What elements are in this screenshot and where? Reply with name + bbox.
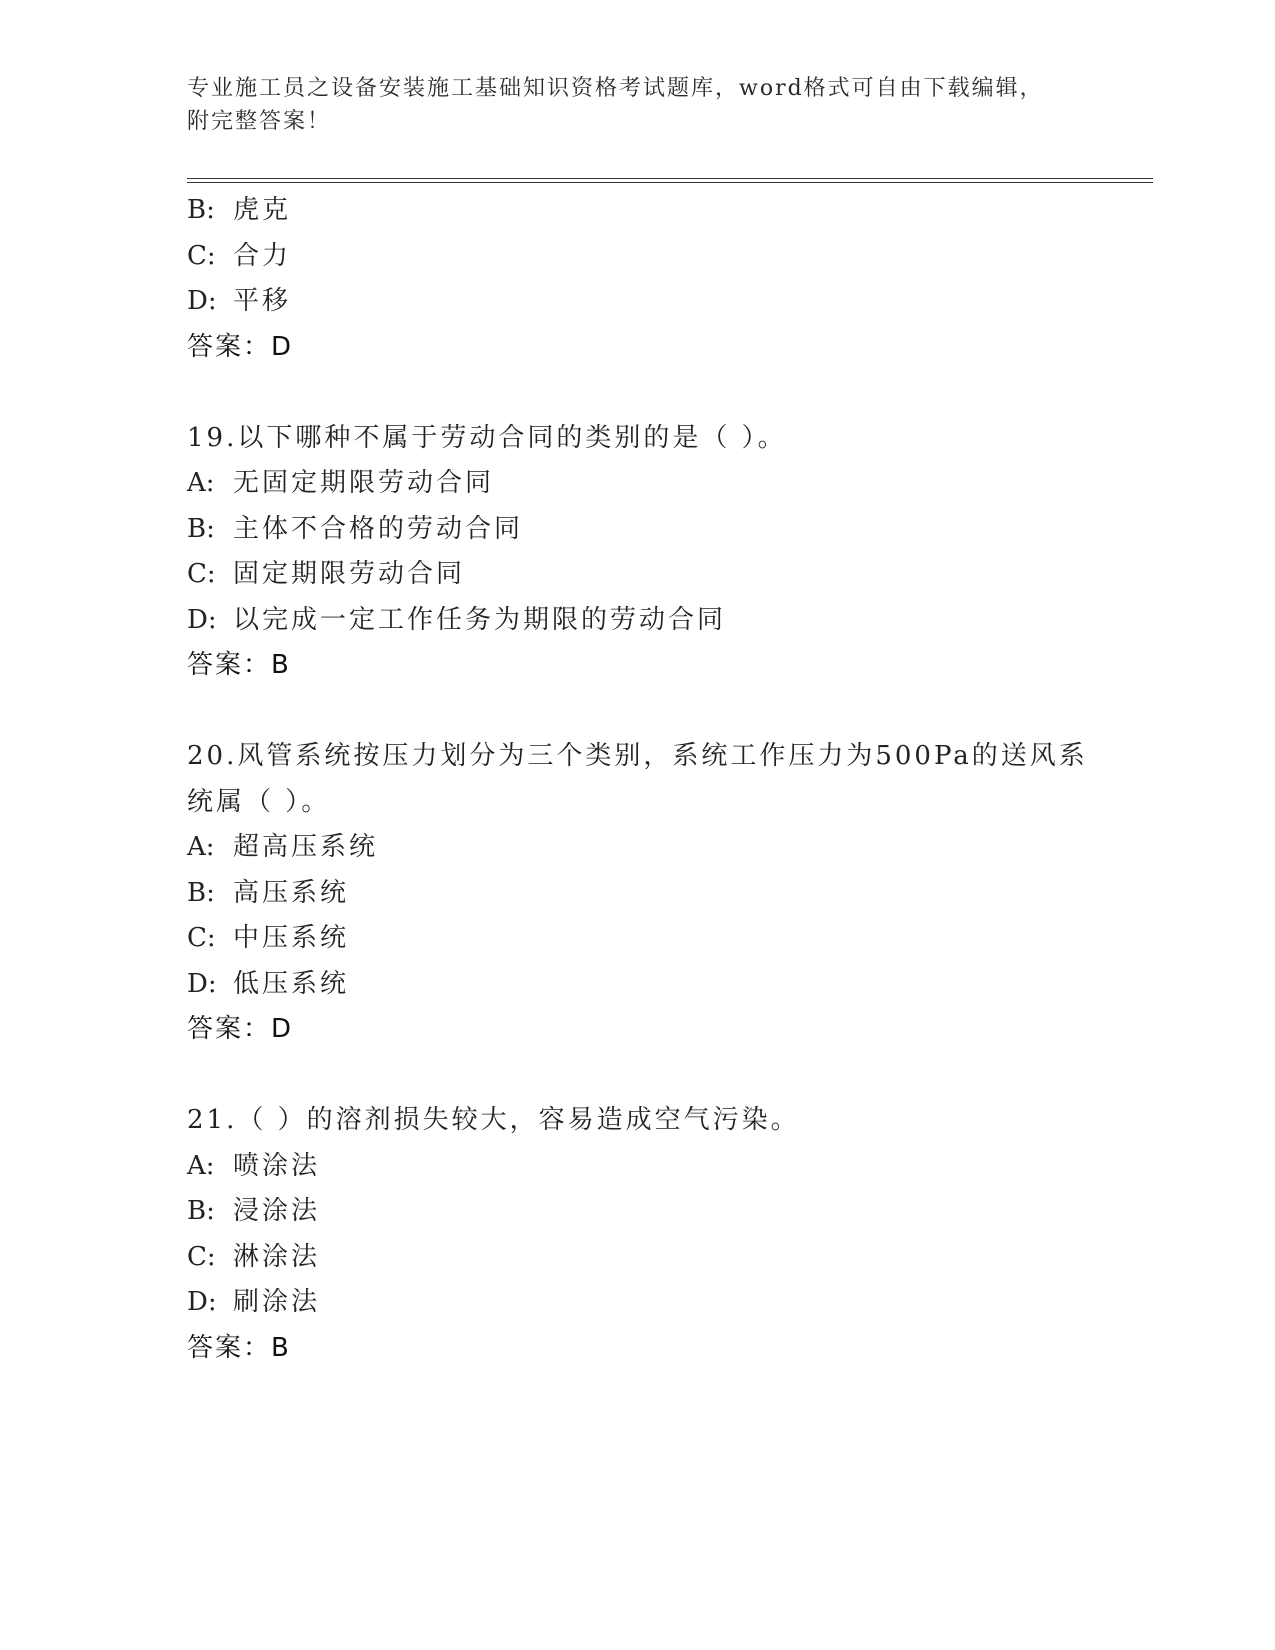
spacer — [187, 1053, 1087, 1099]
question-stem-line-2: 统属（ ）。 — [187, 786, 331, 817]
option-key: C: — [187, 923, 216, 953]
option-key: B: — [187, 513, 215, 544]
option-key: D: — [187, 1287, 217, 1317]
option-b — [187, 1189, 1087, 1235]
option-key: A: — [187, 1150, 215, 1181]
option-text: 喷涂法 — [233, 1150, 321, 1181]
option-text: 主体不合格的劳动合同 — [233, 513, 524, 544]
option-text: 超高压系统 — [233, 832, 379, 862]
header-divider — [187, 178, 1153, 183]
option-key: D: — [187, 286, 217, 316]
answer-line: 答案：B — [187, 650, 291, 680]
option-a — [187, 1144, 1087, 1190]
option-a — [187, 825, 1087, 871]
spacer — [187, 689, 1087, 735]
option-key: A: — [187, 468, 215, 498]
option-b — [187, 871, 1087, 917]
question-stem: 21.（ ）的溶剂损失较大，容易造成空气污染。 — [187, 1105, 800, 1135]
option-d — [187, 1280, 1087, 1326]
question-list — [187, 188, 1087, 1371]
option-c — [187, 234, 1087, 280]
option-b — [187, 188, 1087, 234]
question-18 — [187, 188, 1087, 370]
option-key: B: — [187, 1196, 215, 1226]
question-stem: 19.以下哪种不属于劳动合同的类别的是（ ）。 — [187, 422, 787, 453]
option-key: A: — [187, 832, 215, 862]
option-c — [187, 1235, 1087, 1281]
answer-line: 答案：B — [187, 1332, 291, 1363]
option-key: B: — [187, 877, 215, 908]
option-key: D: — [187, 604, 217, 635]
option-c — [187, 552, 1087, 598]
option-text: 虎克 — [233, 195, 292, 225]
option-key: C: — [187, 1241, 216, 1272]
option-text: 以完成一定工作任务为期限的劳动合同 — [233, 604, 727, 635]
option-text: 淋涂法 — [233, 1241, 321, 1272]
option-d — [187, 962, 1087, 1008]
header-line-1: 专业施工员之设备安装施工基础知识资格考试题库，word格式可自由下载编辑， — [187, 76, 1044, 101]
option-a — [187, 461, 1087, 507]
option-c — [187, 916, 1087, 962]
option-key: B: — [187, 195, 215, 225]
option-text: 浸涂法 — [233, 1196, 321, 1226]
option-text: 无固定期限劳动合同 — [233, 468, 495, 498]
question-21 — [187, 1098, 1087, 1371]
answer-line: 答案：D — [187, 1014, 294, 1044]
option-text: 刷涂法 — [233, 1287, 321, 1317]
option-key: D: — [187, 968, 217, 999]
option-text: 中压系统 — [233, 923, 350, 953]
option-text: 低压系统 — [233, 968, 350, 999]
question-20 — [187, 734, 1087, 1053]
question-19 — [187, 416, 1087, 689]
option-d — [187, 598, 1087, 644]
spacer — [187, 370, 1087, 416]
option-key: C: — [187, 240, 216, 271]
option-text: 固定期限劳动合同 — [233, 559, 466, 589]
option-text: 高压系统 — [233, 877, 350, 908]
option-b — [187, 507, 1087, 553]
answer-line: 答案：D — [187, 331, 294, 362]
header-line-2: 附完整答案！ — [187, 109, 332, 134]
question-stem-line-1: 20.风管系统按压力划分为三个类别，系统工作压力为500Pa的送风系 — [187, 741, 1088, 771]
option-text: 合力 — [233, 240, 292, 271]
option-d — [187, 279, 1087, 325]
page-header — [187, 72, 1087, 138]
option-text: 平移 — [233, 286, 292, 316]
option-key: C: — [187, 559, 216, 589]
